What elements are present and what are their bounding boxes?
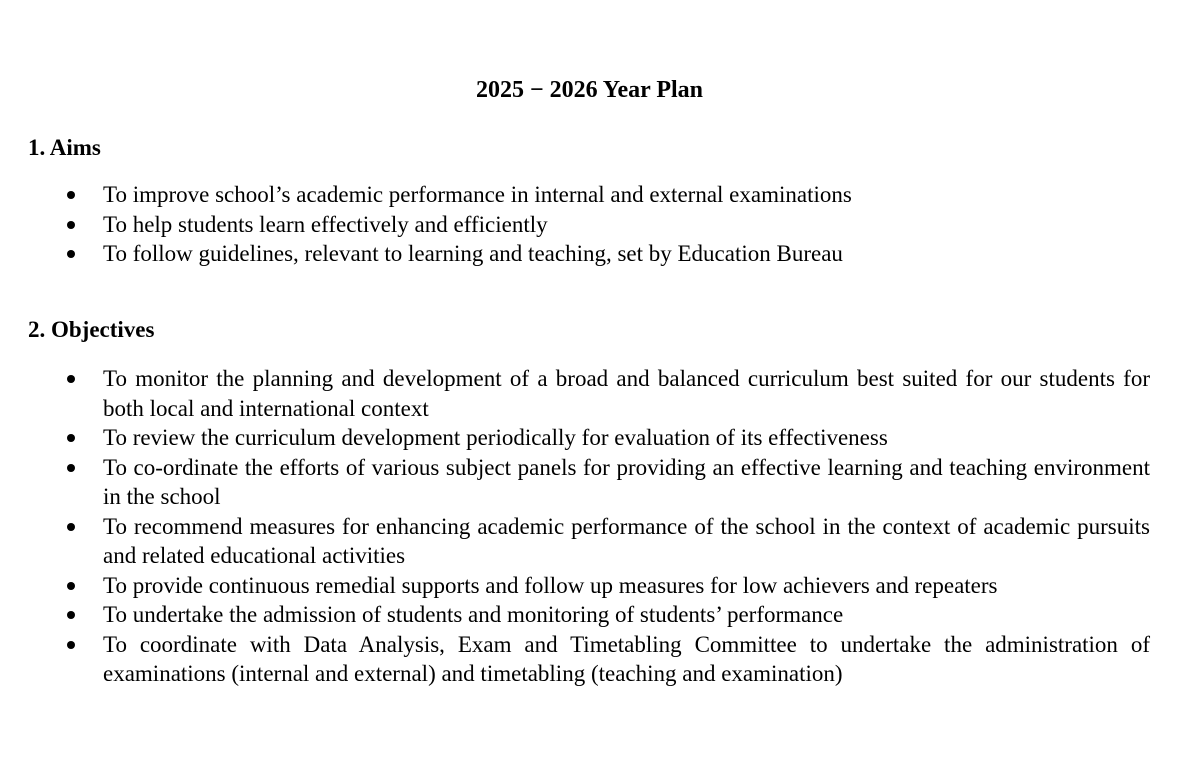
objectives-item: [60, 453, 1150, 512]
aims-item: [60, 239, 1150, 269]
objectives-item-text: To review the curriculum development periodically for evaluation of its effectiveness: [103, 425, 888, 450]
objectives-heading: 2. Objectives: [28, 317, 155, 342]
objectives-item: [60, 600, 1150, 630]
aims-item-text: To improve school’s academic performance in internal and external examinations: [103, 182, 852, 207]
objectives-item: [60, 512, 1150, 571]
objectives-item: [60, 364, 1150, 423]
objectives-item: [60, 423, 1150, 453]
aims-list: [60, 180, 1150, 269]
objectives-item-text: To provide continuous remedial supports and follow up measures for low achievers and repeaters: [103, 572, 998, 598]
objectives-item-text: To recommend measures for enhancing academic performance of the school in the context of academic pursuits and related educational activities: [103, 513, 1150, 568]
aims-heading: 1. Aims: [28, 135, 101, 160]
objectives-item: [60, 630, 1150, 689]
objectives-list: [60, 364, 1150, 689]
objectives-item-text: To coordinate with Data Analysis, Exam and Timetabling Committee to undertake the administration of examinations (internal and external) and timetabling (teaching and examination): [103, 631, 1150, 686]
aims-item-text: To follow guidelines, relevant to learning and teaching, set by Education Bureau: [103, 241, 843, 266]
objectives-item: [60, 571, 1150, 601]
aims-item: [60, 210, 1150, 240]
objectives-item-text: To co-ordinate the efforts of various subject panels for providing an effective learning and teaching environment in the school: [103, 454, 1150, 509]
aims-item: [60, 180, 1150, 210]
aims-item-text: To help students learn effectively and efficiently: [103, 211, 548, 237]
document-title: 2025 − 2026 Year Plan: [475, 77, 703, 103]
objectives-item-text: To monitor the planning and development of a broad and balanced curriculum best suited for our students for both local and international context: [103, 366, 1150, 421]
objectives-item-text: To undertake the admission of students and monitoring of students’ performance: [103, 602, 844, 627]
